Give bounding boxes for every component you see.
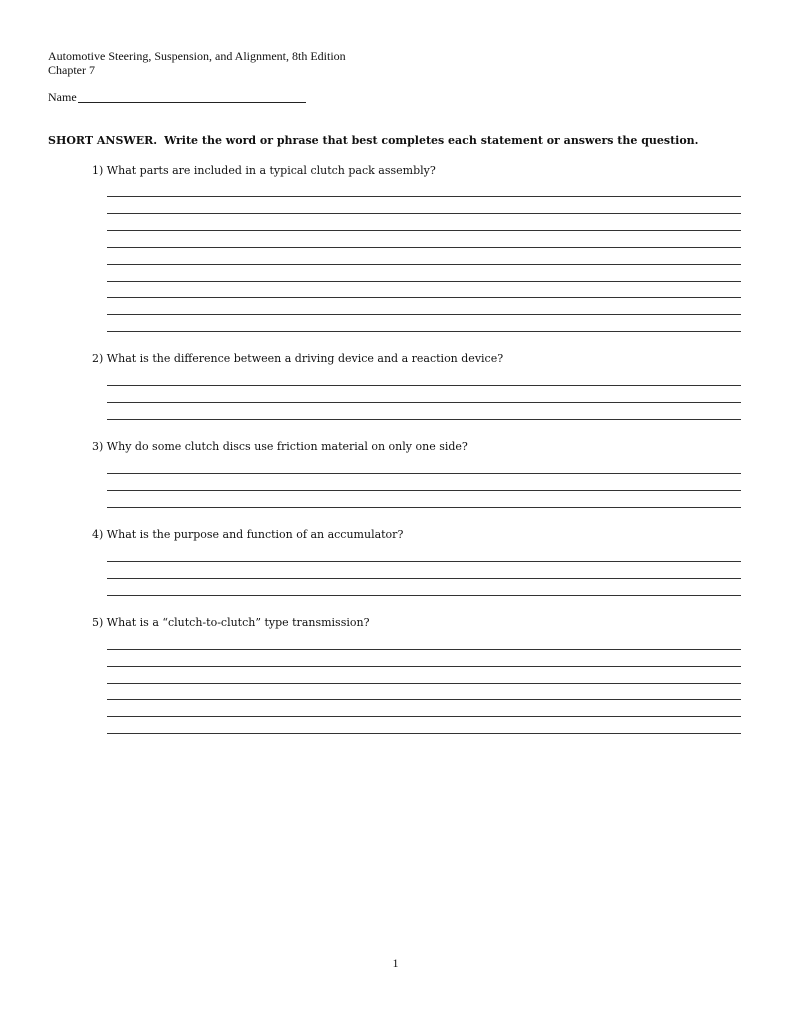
answer-line[interactable] bbox=[107, 196, 741, 197]
answer-line[interactable] bbox=[107, 578, 741, 579]
answer-line[interactable] bbox=[107, 683, 741, 684]
answer-line[interactable] bbox=[107, 281, 741, 282]
question-text: What is the purpose and function of an accumulator? bbox=[106, 528, 404, 541]
question-number: 5) bbox=[92, 616, 104, 629]
answer-line[interactable] bbox=[107, 247, 741, 248]
question-text: Why do some clutch discs use friction material on only one side? bbox=[106, 440, 468, 453]
answer-line[interactable] bbox=[107, 490, 741, 491]
question-number: 2) bbox=[92, 352, 104, 365]
answer-line[interactable] bbox=[107, 699, 741, 700]
question-text: What is a “clutch-to-clutch” type transmission? bbox=[106, 616, 370, 629]
question-1 bbox=[92, 164, 752, 178]
page-number: 1 bbox=[392, 956, 399, 970]
answer-line[interactable] bbox=[107, 733, 741, 734]
answer-line[interactable] bbox=[107, 716, 741, 717]
chapter-label: Chapter 7 bbox=[48, 63, 95, 77]
answer-line[interactable] bbox=[107, 595, 741, 596]
answer-line[interactable] bbox=[107, 666, 741, 667]
question-4 bbox=[92, 528, 752, 542]
answer-line[interactable] bbox=[107, 507, 741, 508]
question-5 bbox=[92, 616, 752, 630]
answer-line[interactable] bbox=[107, 230, 741, 231]
document-title: Automotive Steering, Suspension, and Alignment, 8th Edition bbox=[48, 49, 346, 63]
name-field[interactable] bbox=[78, 102, 306, 103]
answer-line[interactable] bbox=[107, 561, 741, 562]
name-label: Name bbox=[48, 90, 77, 104]
answer-line[interactable] bbox=[107, 473, 741, 474]
question-2 bbox=[92, 352, 752, 366]
question-number: 3) bbox=[92, 440, 104, 453]
answer-line[interactable] bbox=[107, 213, 741, 214]
instructions bbox=[48, 134, 768, 148]
instructions-heading: SHORT ANSWER. bbox=[48, 134, 158, 147]
question-3 bbox=[92, 440, 752, 454]
answer-line[interactable] bbox=[107, 649, 741, 650]
answer-line[interactable] bbox=[107, 331, 741, 332]
answer-line[interactable] bbox=[107, 297, 741, 298]
answer-line[interactable] bbox=[107, 402, 741, 403]
question-number: 4) bbox=[92, 528, 104, 541]
answer-line[interactable] bbox=[107, 264, 741, 265]
question-text: What is the difference between a driving device and a reaction device? bbox=[106, 352, 504, 365]
answer-line[interactable] bbox=[107, 385, 741, 386]
answer-line[interactable] bbox=[107, 419, 741, 420]
answer-line[interactable] bbox=[107, 314, 741, 315]
question-text: What parts are included in a typical clutch pack assembly? bbox=[106, 164, 436, 177]
question-number: 1) bbox=[92, 164, 104, 177]
instructions-text: Write the word or phrase that best completes each statement or answers the question. bbox=[164, 134, 699, 147]
